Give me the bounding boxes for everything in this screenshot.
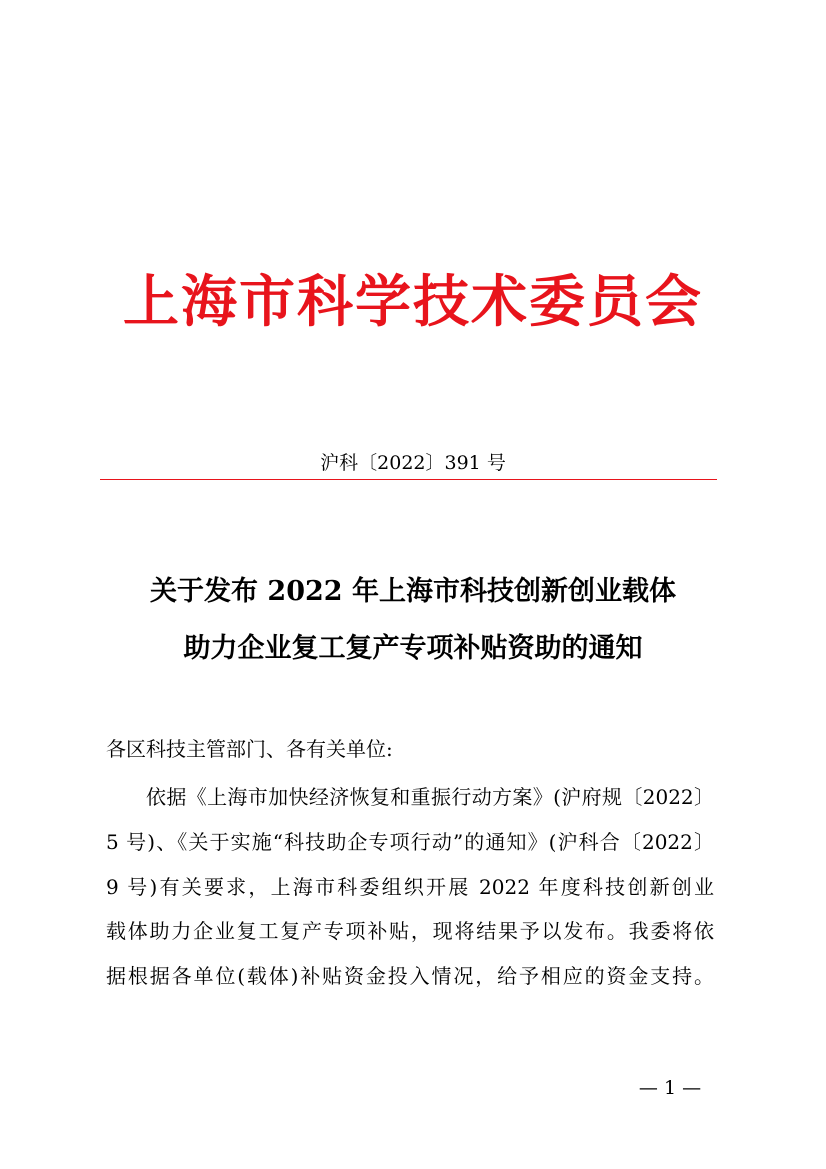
red-divider-line (100, 479, 717, 480)
body-line: 9 号)有关要求，上海市科委组织开展 2022 年度科技创新创业 (106, 875, 714, 899)
document-title-line-2: 助力企业复工复产专项补贴资助的通知 (183, 633, 643, 664)
body-line: 载体助力企业复工复产专项补贴，现将结果予以发布。我委将依 (106, 919, 714, 943)
page-number: — 1 — (638, 1077, 702, 1099)
body-line: 依据《上海市加快经济恢复和重振行动方案》(沪府规〔2022〕 (146, 785, 714, 809)
document-title-line-1: 关于发布 2022 年上海市科技创新创业载体 (150, 576, 676, 607)
body-line: 5 号)、《关于实施“科技助企专项行动”的通知》(沪科合〔2022〕 (106, 830, 714, 854)
issuer-masthead: 上海市科学技术委员会 (123, 269, 703, 335)
document-number: 沪科〔2022〕391 号 (320, 452, 506, 474)
addressee: 各区科技主管部门、各有关单位: (106, 737, 393, 761)
body-line: 据根据各单位(载体)补贴资金投入情况，给予相应的资金支持。 (106, 964, 714, 988)
